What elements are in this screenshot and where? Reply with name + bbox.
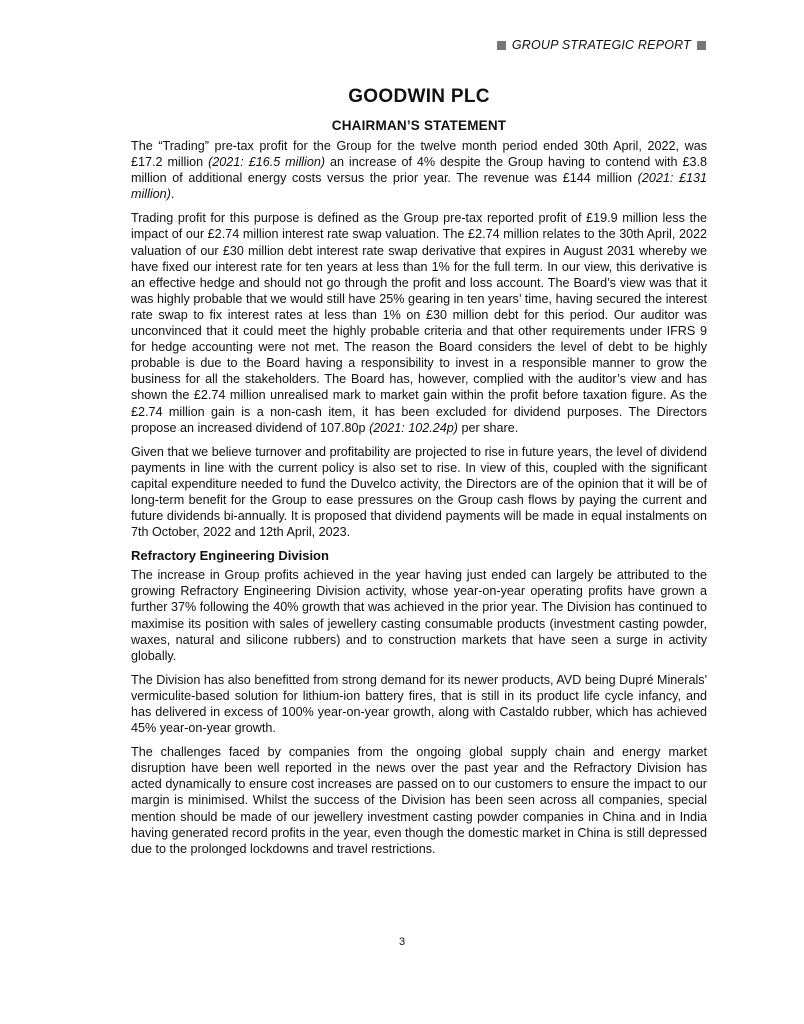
page-content (131, 86, 707, 865)
section-header-label: GROUP STRATEGIC REPORT (511, 38, 691, 52)
paragraph-division-profits: The increase in Group profits achieved in the year having just ended can largely be attributed to the growing Refractory Engineering Division activity, whose year-on-year operating profits have grown a further 37% following the 40% growth that was achieved in the prior year. The Division has continued to maximise its position with sales of jewellery casting consumable products (investment casting powder, waxes, natural and silicone rubbers) and to construction markets that have seen a surge in activity globally. (131, 568, 707, 663)
paragraph-supply-chain: The challenges faced by companies from the ongoing global supply chain and energy market disruption have been well reported in the news over the past year and the Refractory Division has acted dynamically to ensure cost increases are passed on to our customers to ensure the impact to our margin is minimised. Whilst the success of the Division has been seen across all companies, special mention should be made of our jewellery investment casting powder companies in China and in India having generated record profits in the year, even though the domestic market in China is still depressed due to the prolonged lockdowns and travel restrictions. (131, 745, 707, 856)
section-heading: Refractory Engineering Division (131, 548, 329, 564)
square-bullet-icon (497, 41, 506, 50)
statement-title: CHAIRMAN’S STATEMENT (331, 118, 507, 133)
page-number: 3 (398, 936, 406, 948)
paragraph-trading-profit: The “Trading” pre-tax profit for the Group for the twelve month period ended 30th April, 2022, was £17.2 million (2021: £16.5 million) an increase of 4% despite the Group having to contend with £3.8 million of additional energy costs versus the prior year. The revenue was £144 million (2021: £131 million). (131, 139, 707, 202)
company-title: GOODWIN PLC (348, 86, 490, 107)
paragraph-dividend-policy: Given that we believe turnover and profitability are projected to rise in future years, the level of dividend payments in line with the current policy is also set to rise. In view of this, coupled with the significant capital expenditure needed to fund the Duvelco activity, the Directors are of the opinion that it will be of long-term benefit for the Group to ease pressures on the Group cash flows by paying the current and future dividends bi-annually. It is proposed that dividend payments will be made in equal instalments on 7th October, 2022 and 12th April, 2023. (131, 444, 707, 540)
section-header (497, 38, 706, 52)
paragraph-interest-swap: Trading profit for this purpose is defined as the Group pre-tax reported profit of £19.9 million less the impact of our £2.74 million interest rate swap valuation. The £2.74 million relates to the 30th April, 2022 valuation of our £30 million debt interest rate swap derivative that expires in August 2031 whereby we have fixed our interest rate for ten years at less than 1% for the full term. In our view, this derivative is an effective hedge and should not go through the profit and loss account. The Board’s view was that it was highly probable that we would still have 25% gearing in ten years’ time, having secured the interest rate swap to fix interest rates at less than 1% on £30 million debt for this period. Our auditor was unconvinced that it could meet the highly probable criteria and that other requirements under IFRS 9 for hedge accounting were not met. The reason the Board considers the level of debt to be highly probable is due to the Board having a responsibility to invest in a responsible manner to grow the business for all the stakeholders. The Board has, however, complied with the auditor’s view and has shown the £2.74 million unrealised mark to market gain within the profit before taxation figure. As the £2.74 million gain is a non-cash item, it has been excluded for dividend purposes. The Directors propose an increased dividend of 107.80p (2021: 102.24p) per share. (131, 211, 707, 435)
square-bullet-icon (697, 41, 706, 50)
paragraph-new-products: The Division has also benefitted from strong demand for its newer products, AVD being Dupré Minerals' vermiculite-based solution for lithium-ion battery fires, that is still in its product life cycle infancy, and has delivered in excess of 100% year-on-year growth, along with Castaldo rubber, which has achieved 45% year-on-year growth. (131, 672, 707, 736)
